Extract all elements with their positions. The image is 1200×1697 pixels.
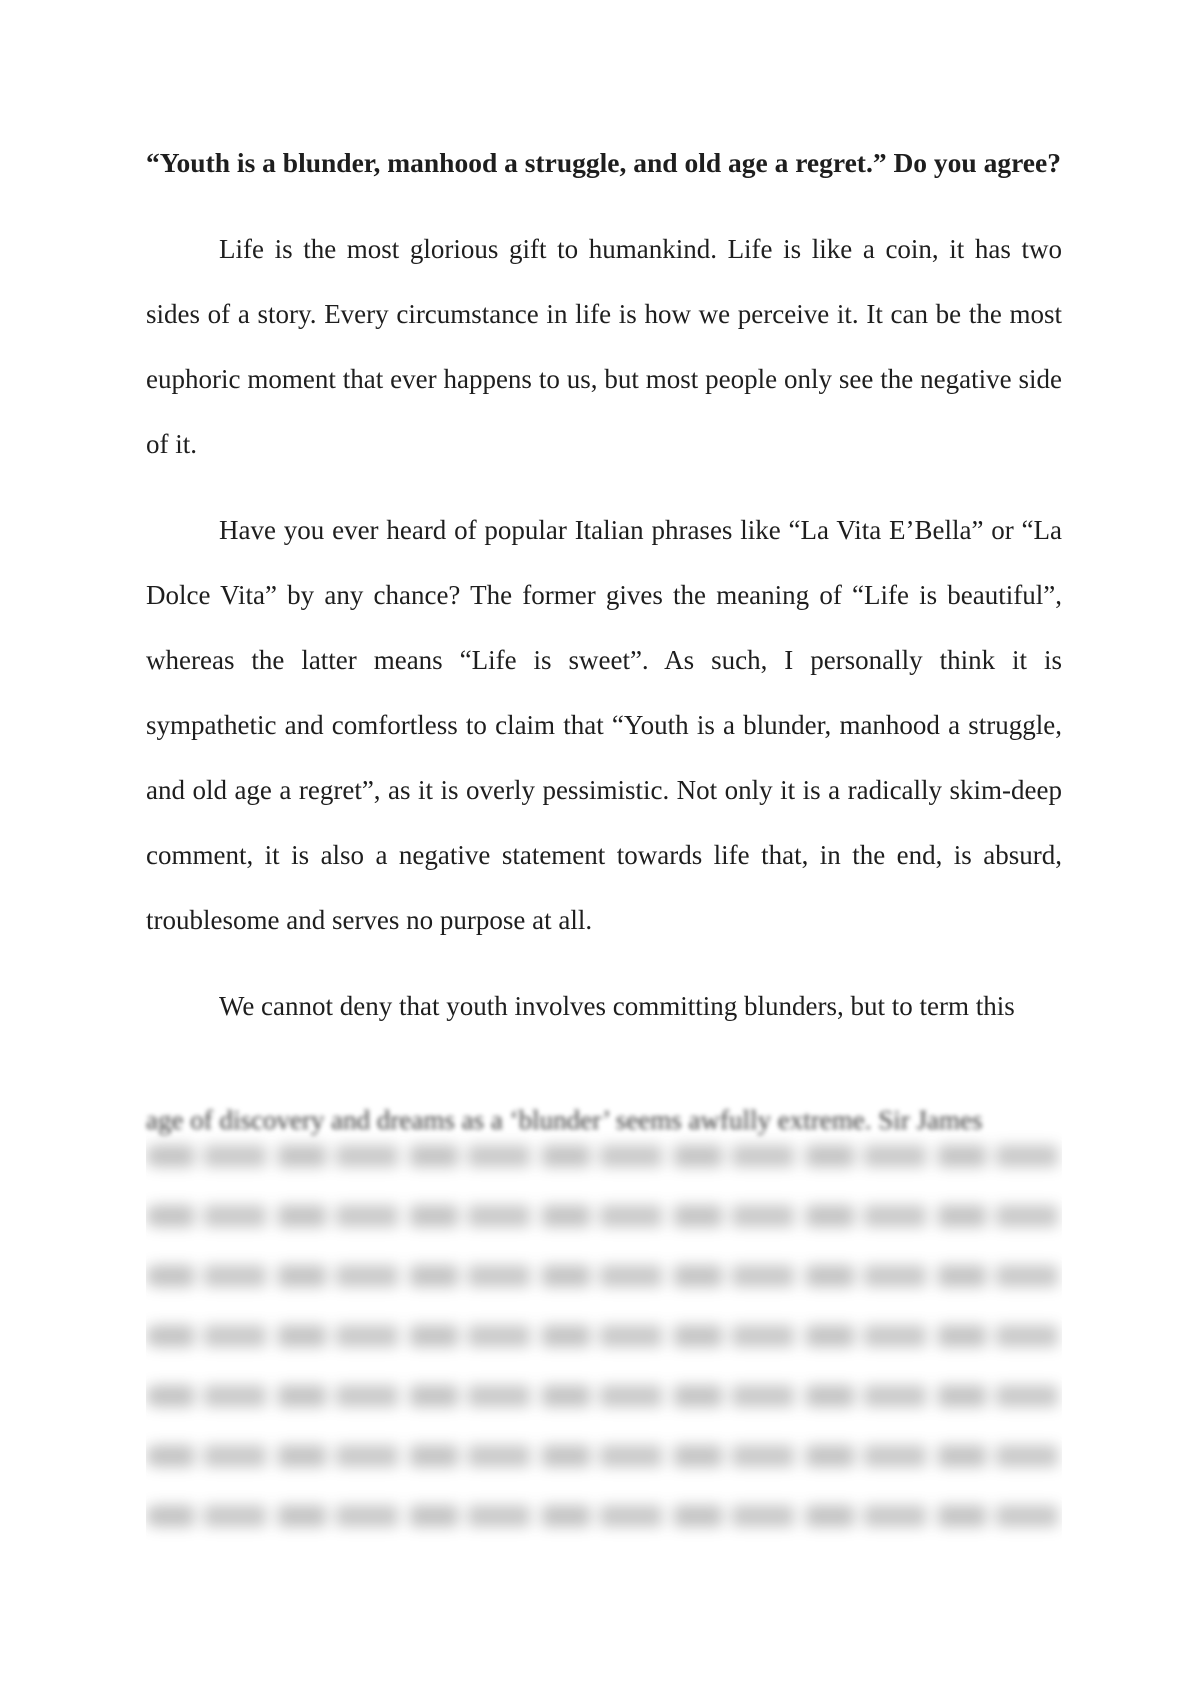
paragraph-2: Have you ever heard of popular Italian phrases like “La Vita E’Bella” or “La Dolce Vita” by any chance? The former gives the meaning of “Life is beautiful”, whereas the latter means “Life is sweet”. As such, I personally think it is sympathetic and comfortless to claim that “Youth is a blunder, manhood a struggle, and old age a regret”, as it is overly pessimistic. Not only it is a radically skim-deep comment, it is also a negative statement towards life that, in the end, is absurd, troublesome and serves no purpose at all.	[146, 515, 1062, 935]
blurred-line	[146, 1205, 1062, 1227]
essay-title: “Youth is a blunder, manhood a struggle, and old age a regret.” Do you agree?	[146, 147, 1061, 178]
paragraph-1: Life is the most glorious gift to humankind. Life is like a coin, it has two sides of a story. Every circumstance in life is how we perceive it. It can be the most euphoric moment that ever happens to us, but most people only see the negative side of it.	[146, 234, 1062, 459]
blurred-line	[146, 1265, 1062, 1287]
blurred-line	[146, 1445, 1062, 1467]
paragraph-3-visible: We cannot deny that youth involves committing blunders, but to term this	[219, 991, 1015, 1021]
blurred-line	[146, 1145, 1062, 1167]
document-body	[146, 130, 1062, 1060]
partially-visible-line: age of discovery and dreams as a ‘blunder’ seems awfully extreme. Sir James	[146, 1105, 983, 1135]
blurred-line	[146, 1505, 1062, 1527]
blurred-text-region	[146, 1123, 1062, 1563]
blurred-line	[146, 1325, 1062, 1347]
blurred-line	[146, 1385, 1062, 1407]
